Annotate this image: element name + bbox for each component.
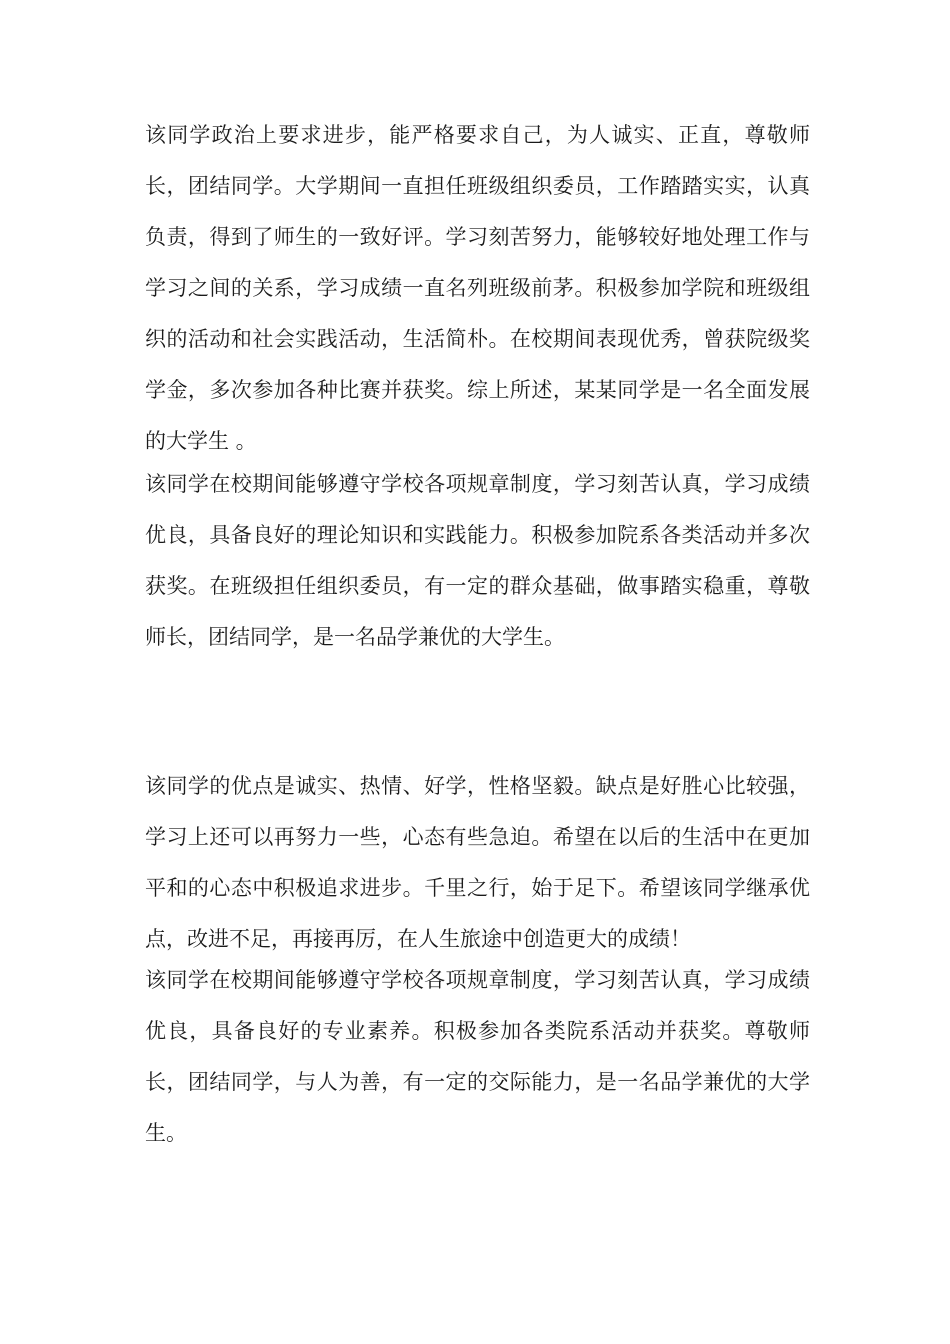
paragraph-1: 该同学政治上要求进步，能严格要求自己，为人诚实、正直，尊敬师长，团结同学。大学期间一直担任班级组织委员，工作踏踏实实，认真负责，得到了师生的一致好评。学习刻苦努力，能够较好地处理工作与学习之间的关系，学习成绩一直名列班级前茅。积极参加学院和班级组织的活动和社会实践活动，生活简朴。在校期间表现优秀，曾获院级奖学金，多次参加各种比赛并获奖。综上所述，某某同学是一名全面发展的大学生 。 xyxy=(145,123,810,453)
paragraph-3: 该同学的优点是诚实、热情、好学，性格坚毅。缺点是好胜心比较强，学习上还可以再努力一些，心态有些急迫。希望在以后的生活中在更加平和的心态中积极追求进步。千里之行，始于足下。希望该同学继承优点，改进不足，再接再厉，在人生旅途中创造更大的成绩！ xyxy=(145,774,810,951)
paragraph-2: 该同学在校期间能够遵守学校各项规章制度，学习刻苦认真，学习成绩优良，具备良好的理论知识和实践能力。积极参加院系各类活动并多次获奖。在班级担任组织委员，有一定的群众基础，做事踏实稳重，尊敬师长，团结同学，是一名品学兼优的大学生。 xyxy=(145,472,810,649)
paragraph-4: 该同学在校期间能够遵守学校各项规章制度，学习刻苦认真，学习成绩优良，具备良好的专业素养。积极参加各类院系活动并获奖。尊敬师长，团结同学，与人为善，有一定的交际能力，是一名品学兼优的大学生。 xyxy=(145,968,810,1145)
